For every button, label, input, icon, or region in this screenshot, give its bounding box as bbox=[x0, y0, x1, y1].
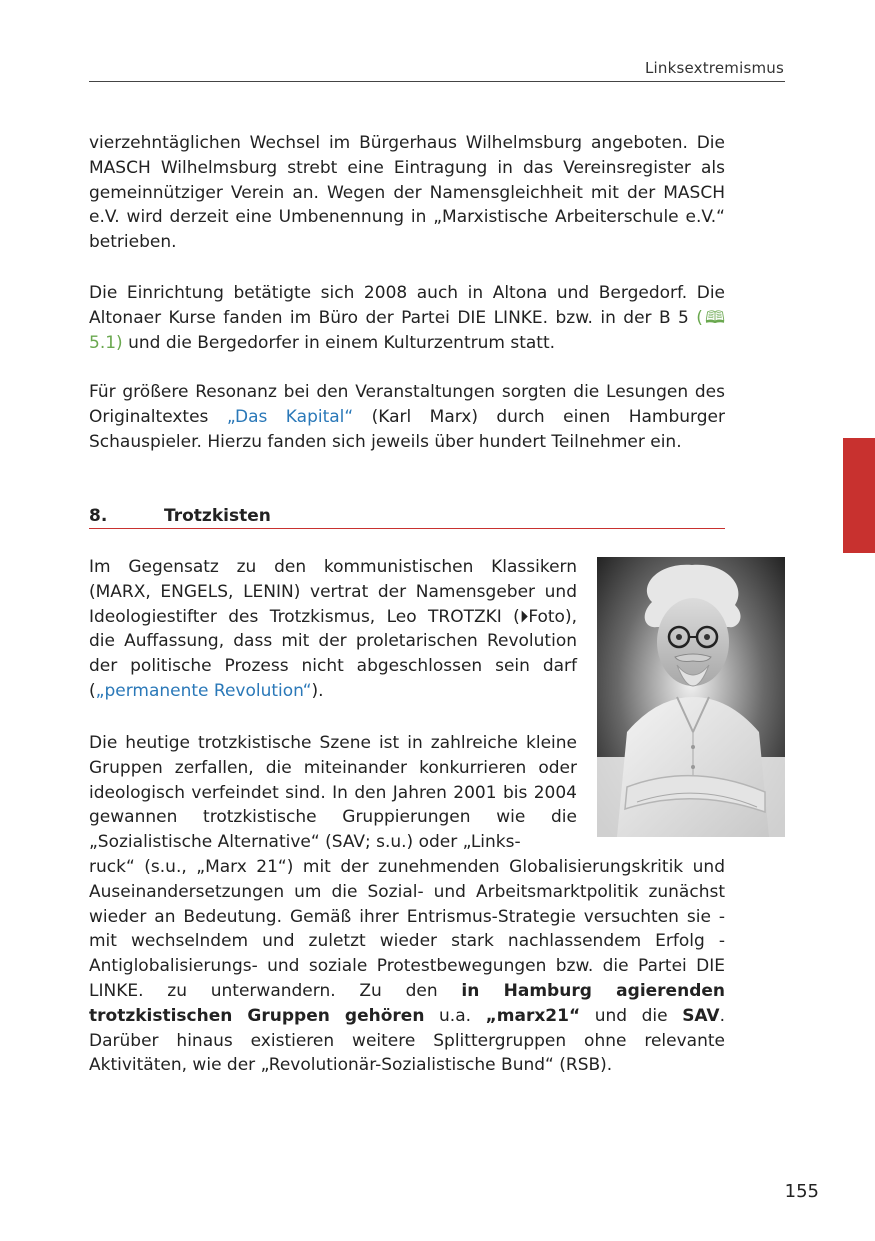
photo-pointer-icon: ⏵ bbox=[519, 606, 529, 627]
section-number: 8. bbox=[89, 506, 108, 526]
cross-reference-link[interactable]: (🕮 5.1) bbox=[89, 307, 725, 353]
running-header: Linksextremismus bbox=[644, 59, 784, 77]
section-heading bbox=[89, 506, 725, 529]
page-number: 155 bbox=[784, 1181, 819, 1202]
paragraph-szene-continued: ruck“ (s.u., „Marx 21“) mit der zunehmenden Globalisierungskritik und Auseinandersetzungen um die Sozial- und Arbeitsmarktpolitik zunächst wieder an Bedeutung. Gemäß ihrer Entrismus-Strategie versuchten sie - mit wechselndem und zuletzt wieder stark nachlassendem Erfolg - Antiglobalisierungs- und soziale Protestbewegungen bzw. die Partei DIE LINKE. zu unterwandern. Zu den in Hamburg agierenden trotzkistischen Gruppen gehören u.a. „marx21“ und die SAV. Darüber hinaus existieren weitere Splittergruppen ohne relevante Aktivitäten, wie der „Revolutionär-Sozialistische Bund“ (RSB). bbox=[89, 857, 725, 1076]
paragraph-masch: vierzehntäglichen Wechsel im Bürgerhaus Wilhelmsburg angeboten. Die MASCH Wilhelmsburg strebt eine Eintragung in das Vereinsregister als gemeinnütziger Verein an. Wegen der Namensgleichheit mit der MASCH e.V. wird derzeit eine Umbenennung in „Marxistische Arbeiterschule e.V.“ betrieben. bbox=[89, 133, 725, 253]
chapter-tab-marker bbox=[843, 438, 875, 553]
trotzki-portrait-photo bbox=[597, 557, 785, 837]
glossary-link-permanente-revolution[interactable]: „permanente Revolution“ bbox=[95, 680, 312, 701]
paragraph-kapital: Für größere Resonanz bei den Veranstaltungen sorgten die Lesungen des Originaltextes „Das Kapital“ (Karl Marx) durch einen Hamburger Schauspieler. Hierzu fanden sich jeweils über hundert Teilnehmer ein. bbox=[89, 382, 725, 452]
paragraph-trotzki: Im Gegensatz zu den kommunistischen Klassikern (MARX, ENGELS, LENIN) vertrat der Namensgeber und Ideologiestifter des Trotzkismus, Leo TROTZKI (⏵Foto), die Auffassung, dass mit der proletarischen Revolution der politische Prozess nicht abgeschlossen sein darf („permanente Revolution“). bbox=[89, 557, 577, 701]
glossary-link-das-kapital[interactable]: „Das Kapital“ bbox=[226, 406, 354, 427]
paragraph-altona: Die Einrichtung betätigte sich 2008 auch in Altona und Bergedorf. Die Altonaer Kurse fanden im Büro der Partei DIE LINKE. bzw. in der B 5 (🕮 5.1) und die Bergedorfer in einem Kulturzentrum statt. bbox=[89, 283, 725, 353]
paragraph-szene-intro: Die heutige trotzkistische Szene ist in zahlreiche kleine Gruppen zerfallen, die miteinander konkurrieren oder ideologisch verfeindet sind. In den Jahren 2001 bis 2004 gewannen trotzkistische Gruppierungen wie die „Sozialistische Alternative“ (SAV; s.u.) oder „Links- bbox=[89, 733, 577, 853]
section-title: Trotzkisten bbox=[164, 506, 271, 526]
header-rule bbox=[89, 81, 785, 82]
